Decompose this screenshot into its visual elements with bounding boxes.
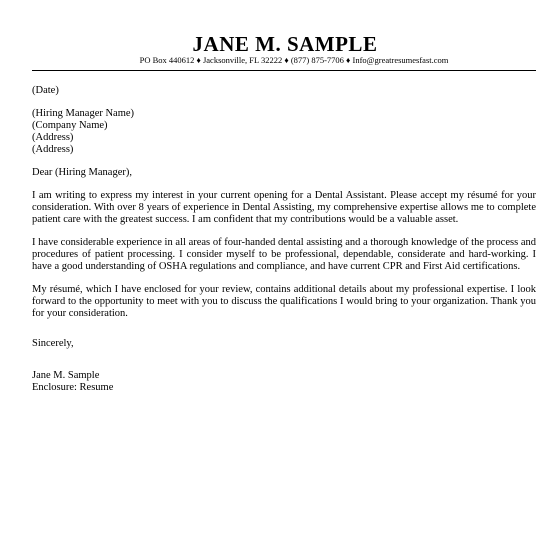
salutation: Dear (Hiring Manager), [32, 167, 132, 178]
closing: Sincerely, [32, 338, 74, 349]
recipient-block [32, 108, 536, 156]
enclosure-line: Enclosure: Resume [32, 382, 114, 393]
letter-page [0, 33, 560, 556]
letter-date: (Date) [32, 85, 59, 96]
recipient-line: (Address) [32, 132, 74, 143]
body-paragraph: I am writing to express my interest in your current opening for a Dental Assistant. Please accept my résumé for your consideration. With over 8 years of experience in Dental Assisting, my comprehensive expertise allows me to complete patient care with the greatest success. I am confident that my contributions would be a valuable asset. [32, 190, 536, 225]
sender-name: JANE M. SAMPLE [192, 32, 378, 56]
letter-body [32, 85, 536, 394]
signature-name: Jane M. Sample [32, 370, 100, 381]
body-paragraph: I have considerable experience in all areas of four-handed dental assisting and a thorough knowledge of the process and procedures of patient processing. I consider myself to be professional, dependable, considerate and hard-working. I have a good understanding of OSHA regulations and compliance, and have current CPR and First Aid certifications. [32, 237, 536, 272]
signature-block [32, 370, 536, 394]
recipient-line: (Company Name) [32, 120, 108, 131]
sender-contact-line: PO Box 440612 ♦ Jacksonville, FL 32222 ♦ (877) 875-7706 ♦ Info@greatresumesfast.com [139, 55, 449, 65]
recipient-line: (Hiring Manager Name) [32, 108, 135, 119]
header-divider [32, 70, 536, 71]
recipient-line: (Address) [32, 144, 74, 155]
body-paragraph: My résumé, which I have enclosed for your review, contains additional details about my professional expertise. I look forward to the opportunity to meet with you to discuss the qualifications I would bring to your organization. Thank you for your consideration. [32, 284, 536, 319]
